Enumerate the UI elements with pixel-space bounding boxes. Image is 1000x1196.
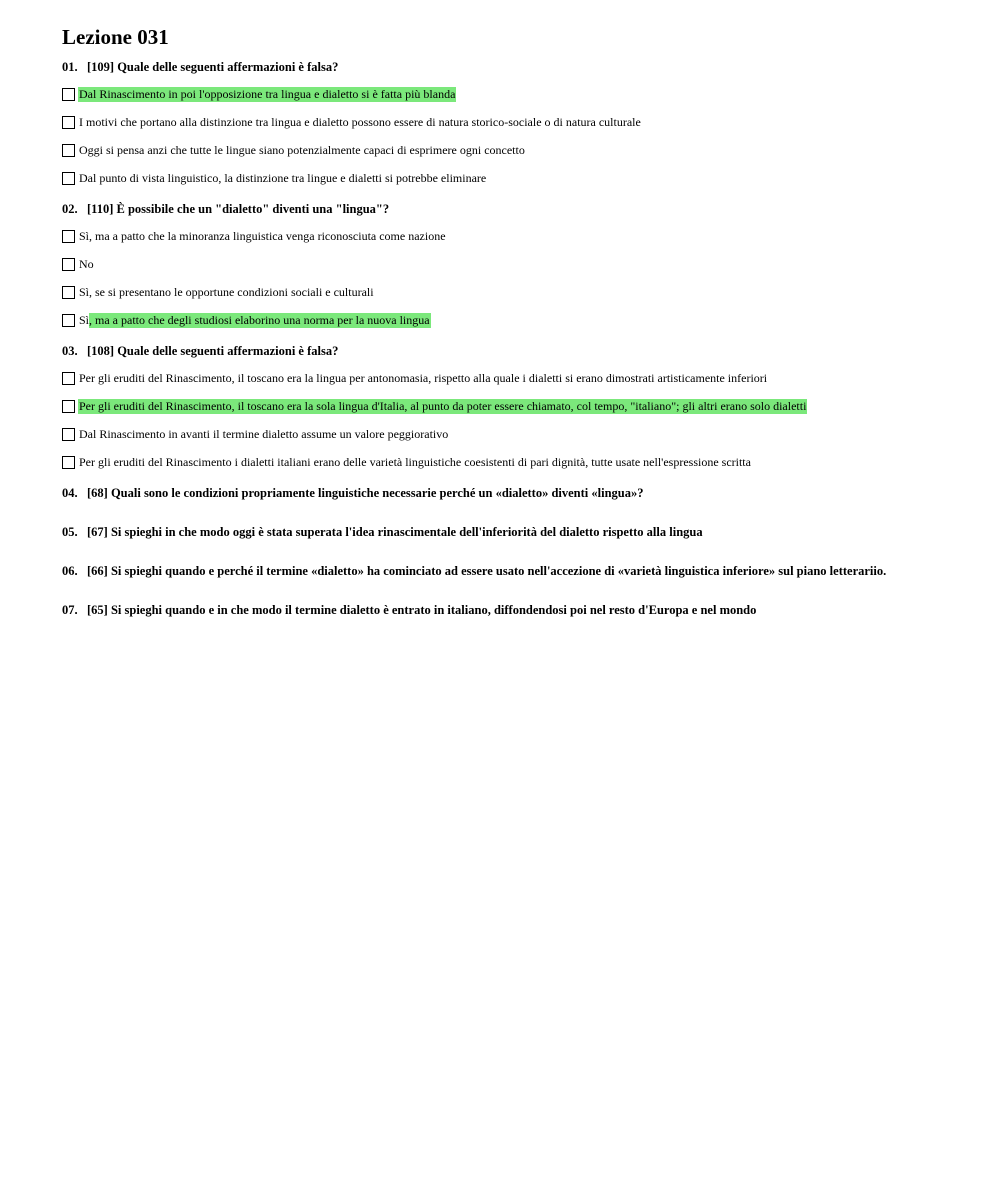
question-01 xyxy=(62,59,962,187)
answer-text: Dal punto di vista linguistico, la distinzione tra lingue e dialetti si potrebbe eliminare xyxy=(79,170,487,185)
answer-option[interactable] xyxy=(62,169,962,187)
answer-text: No xyxy=(79,256,94,271)
question-text: [67] Si spieghi in che modo oggi è stata superata l'idea rinascimentale dell'inferiorità del dialetto rispetto alla lingua xyxy=(87,525,703,539)
answer-option[interactable] xyxy=(62,113,962,131)
answer-text-highlighted: Dal Rinascimento in poi l'opposizione tra lingua e dialetto si è fatta più blanda xyxy=(79,86,456,101)
answer-text: Sì, se si presentano le opportune condizioni sociali e culturali xyxy=(79,284,374,299)
answer-option[interactable] xyxy=(62,425,962,443)
question-text: [109] Quale delle seguenti affermazioni è falsa? xyxy=(87,60,339,74)
question-02 xyxy=(62,201,962,329)
checkbox[interactable] xyxy=(62,372,75,385)
question-number: 05. xyxy=(62,525,78,539)
checkbox[interactable] xyxy=(62,172,75,185)
question-text: [66] Si spieghi quando e perché il termine «dialetto» ha cominciato ad essere usato nell'accezione di «varietà linguistica inferiore» sul piano letterariio. xyxy=(87,564,887,578)
open-question-05 xyxy=(62,524,962,540)
question-heading xyxy=(62,201,962,217)
question-number: 01. xyxy=(62,60,78,74)
answer-option[interactable] xyxy=(62,283,962,301)
answer-text-highlighted: Per gli eruditi del Rinascimento, il toscano era la sola lingua d'Italia, al punto da poter essere chiamato, col tempo, "italiano"; gli altri erano solo dialetti xyxy=(79,398,807,413)
page-title: Lezione 031 xyxy=(62,25,169,49)
answer-text: Per gli eruditi del Rinascimento, il toscano era la lingua per antonomasia, rispetto alla quale i dialetti si erano dimostrati artisticamente inferiori xyxy=(79,370,768,385)
checkbox[interactable] xyxy=(62,314,75,327)
answer-option[interactable] xyxy=(62,311,962,329)
question-text: [108] Quale delle seguenti affermazioni è falsa? xyxy=(87,344,339,358)
question-number: 03. xyxy=(62,344,78,358)
question-text: [68] Quali sono le condizioni propriamente linguistiche necessarie perché un «dialetto» diventi «lingua»? xyxy=(87,486,644,500)
question-number: 02. xyxy=(62,202,78,216)
answer-text: Oggi si pensa anzi che tutte le lingue siano potenzialmente capaci di esprimere ogni concetto xyxy=(79,142,525,157)
checkbox[interactable] xyxy=(62,258,75,271)
checkbox[interactable] xyxy=(62,400,75,413)
answer-text: Sì, ma a patto che la minoranza linguistica venga riconosciuta come nazione xyxy=(79,228,446,243)
open-question-04 xyxy=(62,485,962,501)
answer-option[interactable] xyxy=(62,141,962,159)
answer-text: Per gli eruditi del Rinascimento i dialetti italiani erano delle varietà linguistiche coesistenti di pari dignità, tutte usate nell'espressione scritta xyxy=(79,454,751,469)
answer-text: Dal Rinascimento in avanti il termine dialetto assume un valore peggiorativo xyxy=(79,426,449,441)
open-question-07 xyxy=(62,602,962,618)
checkbox[interactable] xyxy=(62,144,75,157)
answer-option[interactable] xyxy=(62,255,962,273)
answer-option[interactable] xyxy=(62,227,962,245)
answer-text: I motivi che portano alla distinzione tra lingua e dialetto possono essere di natura storico-sociale o di natura culturale xyxy=(79,114,641,129)
checkbox[interactable] xyxy=(62,230,75,243)
question-heading xyxy=(62,343,962,359)
answer-option[interactable] xyxy=(62,453,962,471)
checkbox[interactable] xyxy=(62,286,75,299)
question-text: [65] Si spieghi quando e in che modo il termine dialetto è entrato in italiano, diffondendosi poi nel resto d'Europa e nel mondo xyxy=(87,603,757,617)
quiz-page xyxy=(62,24,962,641)
answer-option[interactable] xyxy=(62,85,962,103)
checkbox[interactable] xyxy=(62,456,75,469)
question-heading xyxy=(62,59,962,75)
open-question-06 xyxy=(62,563,962,579)
question-number: 06. xyxy=(62,564,78,578)
answer-option[interactable] xyxy=(62,369,962,387)
checkbox[interactable] xyxy=(62,88,75,101)
answer-text-prefix: Sì xyxy=(79,312,90,327)
checkbox[interactable] xyxy=(62,428,75,441)
question-number: 04. xyxy=(62,486,78,500)
answer-option[interactable] xyxy=(62,397,962,415)
question-text: [110] È possibile che un "dialetto" diventi una "lingua"? xyxy=(87,202,390,216)
checkbox[interactable] xyxy=(62,116,75,129)
question-03 xyxy=(62,343,962,471)
answer-text-highlighted: , ma a patto che degli studiosi elaborino una norma per la nuova lingua xyxy=(89,312,430,327)
question-number: 07. xyxy=(62,603,78,617)
